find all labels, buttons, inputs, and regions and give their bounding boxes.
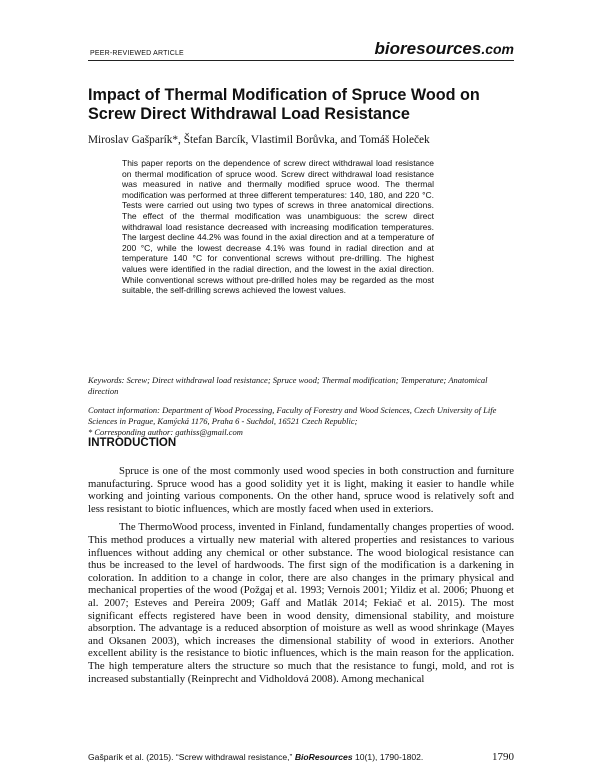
running-header xyxy=(88,38,514,61)
citation-suffix: 10(1), 1790-1802. xyxy=(352,752,424,762)
section-heading: INTRODUCTION xyxy=(88,437,177,449)
contact-info: Contact information: Department of Wood Processing, Faculty of Forestry and Wood Sciences, Czech University of Life Sciences in Prague, Kamýcká 1176, Praha 6 - Suchdol, 16521 Czech Republic; xyxy=(88,405,497,426)
author-list: Miroslav Gašparík*, Štefan Barcík, Vlastimil Borůvka, and Tomáš Holeček xyxy=(88,134,430,146)
brand-name: bioresources xyxy=(374,39,482,58)
corresponding-author: * Corresponding author: gathiss@gmail.com xyxy=(88,427,243,437)
journal-name: BioResources xyxy=(294,752,353,762)
abstract: This paper reports on the dependence of screw direct withdrawal load resistance on thermal modification of spruce wood. Screw direct withdrawal load resistance was measured in native and thermally modified spruce wood. The thermal modification was performed at three different temperatures: 140, 180, and 220 °C. Tests were carried out using two types of screws in three anatomical directions. The effect of the thermal modification was unambiguous: the screw direct withdrawal load resistance decreased with increasing modification temperatures. The largest decline 44.2% was found in the axial direction and at a temperature of 200 °C, while the lowest decrease 4.1% was found in radial direction and at temperature 140 °C for conventional screws without pre-drilling. The highest values were identified in the radial direction, and the lowest in the axial direction. While conventional screws without pre-drilled holes may be regarded as the most suitable, the self-drilling screws achieved the lowest values. xyxy=(122,158,434,296)
article-title: Impact of Thermal Modification of Spruce Wood on Screw Direct Withdrawal Load Resistance xyxy=(88,86,480,123)
page-footer xyxy=(88,752,514,762)
keywords: Keywords: Screw; Direct withdrawal load resistance; Spruce wood; Thermal modification; Temperature; Anatomical direction xyxy=(88,375,488,396)
paragraph: The ThermoWood process, invented in Finland, fundamentally changes properties of wood. This method produces a virtually new material with altered properties and resistances to various influences without adding any chemical or other substance. The wood biological resistance can thus be increased to the level of hardwoods. The first sign of the modification is a darkening in coloration. In addition to a change in color, there are also changes in the primary physical and mechanical properties of the wood (Požgaj et al. 1993; Vernois 2001; Yildiz et al. 2006; Phuong et al. 2007; Esteves and Pereira 2009; Gaff and Matlák 2014; Fekiač et al. 2015). The most significant effects registered have been in wood density, dimensional stability, and moisture absorption. The advantage is a reduced absorption of moisture as well as wood shrinkage (Mayes and Oksanen 2003), which increases the dimensional stability of wood in exteriors. Another excellent ability is the resistance to biotic influences, which is the main reason for the application. The high temperature alters the structure so much that the resistance to fungi, mold, and rot is increased substantially (Reinprecht and Vidholdová 2008). Among mechanical xyxy=(88,521,514,685)
brand-suffix: .com xyxy=(481,41,514,57)
page-number: 1790 xyxy=(492,751,514,763)
body-text xyxy=(88,465,514,685)
citation-prefix: Gašparík et al. (2015). “Screw withdrawal resistance,” xyxy=(88,752,295,762)
contact-information xyxy=(88,405,514,438)
paragraph: Spruce is one of the most commonly used wood species in both construction and furniture manufacturing. Spruce wood has a good solidity yet it is light, making it easier to handle while working and jointing various components. On the other hand, spruce wood is relatively soft and less resistant to biotic influences, which are mostly faced when used in exteriors. xyxy=(88,465,514,515)
journal-brand[interactable] xyxy=(375,39,514,59)
peer-reviewed-label: PEER-REVIEWED ARTICLE xyxy=(90,50,184,57)
